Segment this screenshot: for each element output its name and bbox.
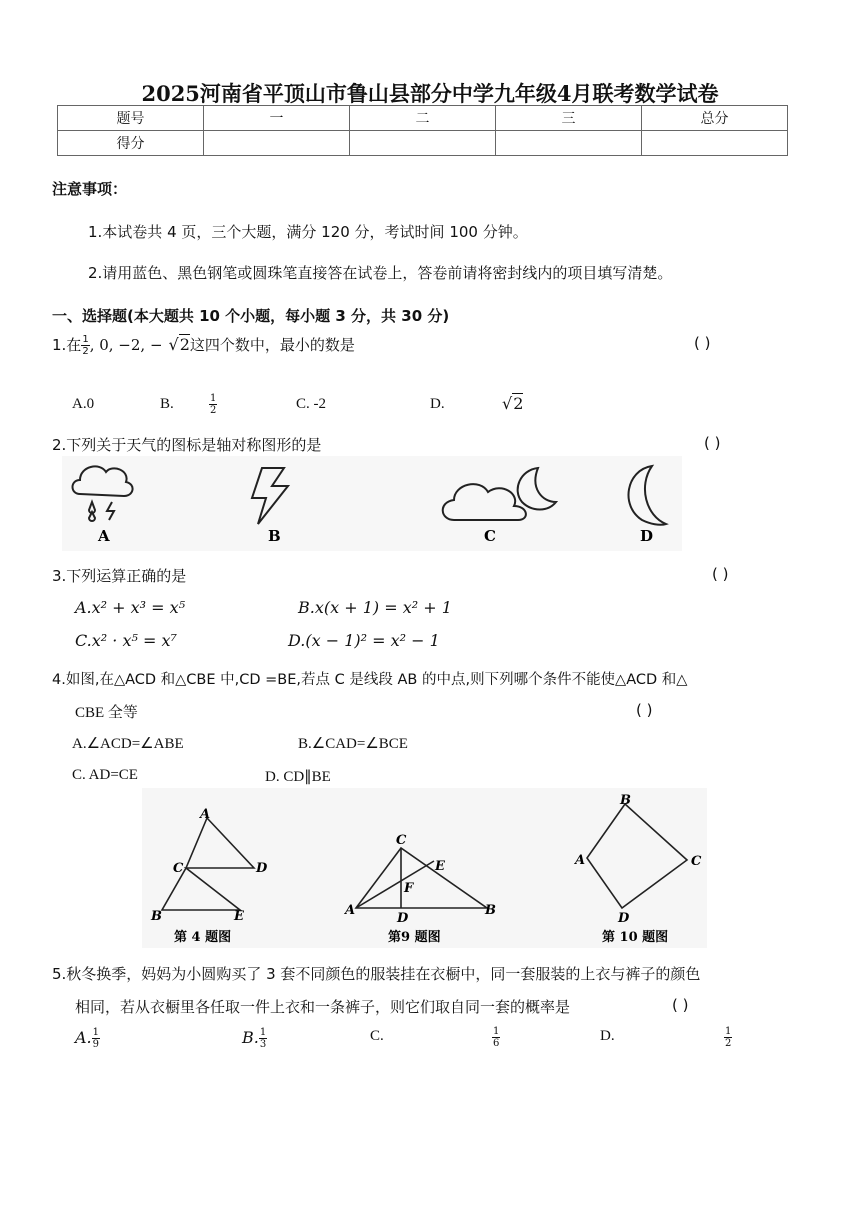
q1-option-b[interactable]: B. xyxy=(160,396,174,412)
point-label: D xyxy=(397,911,409,926)
point-label: E xyxy=(435,859,445,874)
q5-option-b[interactable]: B. $\frac{1}{3}$ xyxy=(242,1027,267,1050)
q1-option-c[interactable]: C. -2 xyxy=(296,396,326,412)
figure-label: C xyxy=(484,527,496,545)
q1-fraction: $\frac{1}{2}$ xyxy=(82,334,89,357)
figure-caption: 第 10 题图 xyxy=(602,930,669,945)
point-label: A xyxy=(575,853,586,868)
q5-option-c-fraction: $\frac{1}{6}$ xyxy=(493,1026,500,1049)
q3-option-c[interactable]: C.x² · x⁵ = x⁷ xyxy=(75,631,177,650)
question-4-stem-line-2: CBE 全等 xyxy=(75,705,138,721)
question-5-stem-line-1: 5.秋冬换季，妈妈为小圆购买了 3 套不同颜色的服装挂在衣橱中，同一套服装的上衣与裤子的颜色 xyxy=(52,965,701,983)
q5-option-a[interactable]: A. $\frac{1}{9}$ xyxy=(75,1027,100,1050)
point-label: A xyxy=(345,903,356,918)
question-3-stem: 3.下列运算正确的是 xyxy=(52,567,187,585)
q1-suffix: 这四个数中，最小的数是 xyxy=(189,336,355,354)
point-label: C xyxy=(691,854,702,869)
point-label: B xyxy=(485,903,496,918)
score-table-score-row xyxy=(58,131,788,156)
score-label: 得分 xyxy=(58,131,204,156)
answer-paren[interactable]: ( ) xyxy=(636,701,653,719)
point-label: B xyxy=(151,909,162,924)
q1-prefix: 1.在 xyxy=(52,336,82,354)
score-input-cell[interactable] xyxy=(204,131,350,156)
score-input-cell[interactable] xyxy=(350,131,496,156)
question-2-stem: 2.下列关于天气的图标是轴对称图形的是 xyxy=(52,436,322,454)
q1-sqrt: √2 xyxy=(168,335,190,354)
weather-icons-figure xyxy=(62,456,682,551)
score-input-cell[interactable] xyxy=(642,131,788,156)
q5-option-d-fraction: $\frac{1}{2}$ xyxy=(725,1026,732,1049)
score-table-header-row xyxy=(58,106,788,131)
score-cell: 二 xyxy=(350,106,496,131)
page-title: 2025河南省平顶山市鲁山县部分中学九年级4月联考数学试卷 xyxy=(141,81,719,106)
q1-option-a[interactable]: A.0 xyxy=(72,396,95,412)
figure-caption: 第 4 题图 xyxy=(174,930,232,945)
section-heading: 一、选择题(本大题共 10 个小题，每小题 3 分，共 30 分) xyxy=(52,307,450,325)
point-label: B xyxy=(620,793,631,808)
question-4-stem-line-1: 4.如图,在△ACD 和△CBE 中,CD =BE,若点 C 是线段 AB 的中点,则下列哪个条件不能使△ACD 和△ xyxy=(52,672,688,688)
q4-option-d[interactable]: D. CD∥BE xyxy=(265,769,331,785)
answer-paren[interactable]: ( ) xyxy=(704,434,721,452)
answer-paren[interactable]: ( ) xyxy=(712,565,729,583)
figure-label: B xyxy=(268,527,281,545)
answer-paren[interactable]: ( ) xyxy=(672,996,689,1014)
geometry-figures xyxy=(142,788,707,948)
figure-label: D xyxy=(640,527,654,545)
point-label: C xyxy=(396,833,407,848)
score-input-cell[interactable] xyxy=(496,131,642,156)
point-label: D xyxy=(618,911,630,926)
q4-option-a[interactable]: A.∠ACD=∠ABE xyxy=(72,736,184,752)
q3-option-d[interactable]: D.(x − 1)² = x² − 1 xyxy=(288,631,440,650)
q3-option-a[interactable]: A.x² + x³ = x⁵ xyxy=(75,598,186,617)
point-label: A xyxy=(200,807,211,822)
notice-heading: 注意事项： xyxy=(52,180,128,198)
notice-item: 2.请用蓝色、黑色钢笔或圆珠笔直接答在试卷上，答卷前请将密封线内的项目填写清楚。 xyxy=(88,264,673,282)
q1-option-d-sqrt: √2 xyxy=(502,394,524,413)
q5-option-d[interactable]: D. xyxy=(600,1028,615,1044)
score-cell: 一 xyxy=(204,106,350,131)
point-label: D xyxy=(256,861,268,876)
point-label: F xyxy=(404,881,414,896)
q4-option-b[interactable]: B.∠CAD=∠BCE xyxy=(298,736,408,752)
question-5-stem-line-2: 相同，若从衣橱里各任取一件上衣和一条裤子，则它们取自同一套的概率是 xyxy=(75,998,571,1016)
q1-option-d[interactable]: D. xyxy=(430,396,445,412)
score-table xyxy=(57,105,788,156)
figure-background xyxy=(62,456,682,551)
q1-option-b-fraction: $\frac{1}{2}$ xyxy=(210,393,217,416)
notice-item: 1.本试卷共 4 页，三个大题，满分 120 分，考试时间 100 分钟。 xyxy=(88,223,528,241)
score-cell: 三 xyxy=(496,106,642,131)
point-label: C xyxy=(173,861,184,876)
score-cell: 总分 xyxy=(642,106,788,131)
point-label: E xyxy=(234,909,244,924)
q5-option-c[interactable]: C. xyxy=(370,1028,384,1044)
figure-label: A xyxy=(98,527,110,545)
q4-option-c[interactable]: C. AD=CE xyxy=(72,767,138,783)
q1-number-list: , 0, −2, − xyxy=(89,336,163,354)
figure-caption: 第9 题图 xyxy=(388,930,441,945)
question-1-stem xyxy=(52,334,355,357)
score-cell: 题号 xyxy=(58,106,204,131)
q3-option-b[interactable]: B.x(x + 1) = x² + 1 xyxy=(298,598,452,617)
answer-paren[interactable]: ( ) xyxy=(694,334,711,352)
